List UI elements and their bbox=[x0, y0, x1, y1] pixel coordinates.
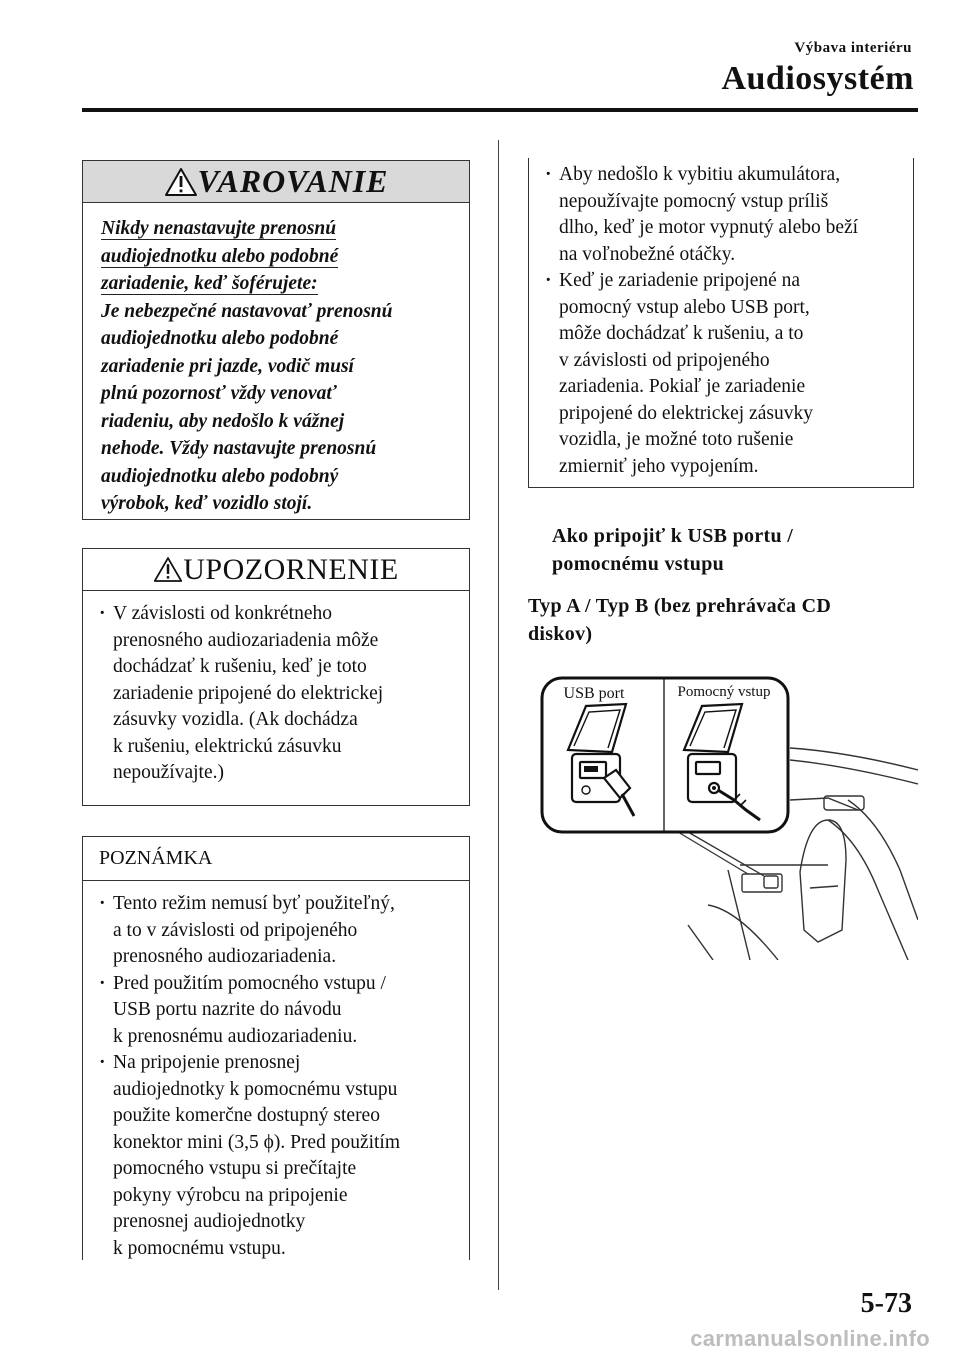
warning-line: zariadenie pri jazde, vodič musí bbox=[101, 355, 354, 377]
note-continued-box bbox=[528, 158, 914, 488]
warning-lead-line: Nikdy nenastavujte prenosnú bbox=[101, 218, 337, 239]
list-item bbox=[545, 268, 901, 480]
note-header bbox=[83, 837, 469, 881]
note-line: · Tento režim nemusí byť použiteľný, bbox=[113, 893, 395, 914]
caution-list bbox=[83, 591, 469, 787]
warning-lead-line: zariadenie, keď šoférujete: bbox=[101, 273, 318, 294]
note-line: použite komerčne dostupný stereo bbox=[113, 1105, 380, 1126]
warning-triangle-icon bbox=[164, 167, 198, 197]
note-line: konektor mini (3,5 ϕ). Pred použitím bbox=[113, 1131, 401, 1153]
caution-box bbox=[82, 548, 470, 806]
note-line: zmierniť jeho vypojením. bbox=[559, 455, 759, 477]
warning-line: nehode. Vždy nastavujte prenosnú bbox=[101, 438, 377, 459]
note-line: USB portu nazrite do návodu bbox=[113, 999, 342, 1020]
caution-line: prenosného audiozariadenia môže bbox=[113, 629, 379, 651]
list-item bbox=[99, 971, 457, 1051]
warning-line: Je nebezpečné nastavovať prenosnú bbox=[101, 300, 393, 322]
note-line: · Keď je zariadenie pripojené na bbox=[559, 270, 801, 291]
section-heading-line: pomocnému vstupu bbox=[552, 553, 725, 575]
caution-line: · V závislosti od konkrétneho bbox=[113, 603, 332, 624]
warning-body bbox=[83, 203, 469, 518]
subheading bbox=[528, 592, 831, 648]
warning-line: audiojednotku alebo podobné bbox=[101, 328, 339, 349]
leader-lines bbox=[678, 832, 764, 876]
page-number: 5-73 bbox=[860, 1288, 912, 1319]
note-line: a to v závislosti od pripojeného bbox=[113, 919, 358, 941]
header-rule bbox=[82, 108, 918, 112]
warning-line: riadeniu, aby nedošlo k vážnej bbox=[101, 410, 345, 432]
note-line: k prenosnému audiozariadeniu. bbox=[113, 1025, 358, 1047]
warning-underlined-text bbox=[101, 215, 451, 298]
aux-input-label: Pomocný vstup bbox=[677, 684, 771, 700]
list-item bbox=[99, 1050, 457, 1262]
note-continued-list bbox=[529, 158, 913, 480]
note-line: pripojené do elektrickej zásuvky bbox=[559, 402, 813, 424]
column-divider bbox=[498, 140, 499, 1290]
note-title: POZNÁMKA bbox=[99, 847, 213, 869]
note-line: prenosnej audiojednotky bbox=[113, 1211, 306, 1232]
caution-header bbox=[83, 549, 469, 591]
section-heading bbox=[552, 522, 793, 578]
note-line: dlho, keď je motor vypnutý alebo beží bbox=[559, 217, 859, 238]
note-line: · Pred použitím pomocného vstupu / bbox=[113, 972, 386, 994]
note-line: pomocného vstupu si prečítajte bbox=[113, 1158, 357, 1179]
section-heading-line: Ako pripojiť k USB portu / bbox=[552, 525, 794, 547]
watermark: carmanualsonline.info bbox=[690, 1326, 930, 1351]
list-item bbox=[545, 162, 901, 268]
caution-line: nepoužívajte.) bbox=[113, 762, 224, 783]
caution-line: zariadenie pripojené do elektrickej bbox=[113, 682, 384, 704]
section-name: Výbava interiéru bbox=[794, 40, 912, 56]
note-line: · Na pripojenie prenosnej bbox=[113, 1052, 301, 1073]
note-line: k pomocnému vstupu. bbox=[113, 1237, 286, 1259]
caution-triangle-icon bbox=[153, 556, 183, 583]
caution-title: UPOZORNENIE bbox=[183, 552, 399, 586]
note-line: audiojednotky k pomocnému vstupu bbox=[113, 1078, 398, 1100]
subheading-line: diskov) bbox=[528, 623, 593, 645]
note-line: vozidla, je možné toto rušenie bbox=[559, 429, 794, 450]
note-line: pokyny výrobcu na pripojenie bbox=[113, 1184, 348, 1206]
note-box bbox=[82, 836, 470, 1260]
subheading-line: Typ A / Typ B (bez prehrávača CD bbox=[528, 595, 832, 617]
note-line: nepoužívajte pomocný vstup príliš bbox=[559, 190, 829, 212]
caution-line: zásuvky vozidla. (Ak dochádza bbox=[113, 709, 358, 730]
page-title: Audiosystém bbox=[721, 60, 914, 97]
warning-title: VAROVANIE bbox=[197, 163, 389, 199]
note-line: zariadenia. Pokiaľ je zariadenie bbox=[559, 376, 806, 397]
usb-aux-figure bbox=[528, 660, 918, 960]
note-line: môže dochádzať k rušeniu, a to bbox=[559, 323, 804, 344]
caution-line: dochádzať k rušeniu, keď je toto bbox=[113, 656, 367, 677]
list-item bbox=[99, 891, 457, 971]
note-line: pomocný vstup alebo USB port, bbox=[559, 296, 810, 318]
note-line: · Aby nedošlo k vybitiu akumulátora, bbox=[559, 164, 841, 185]
note-list bbox=[83, 881, 469, 1262]
warning-line: plnú pozornosť vždy venovať bbox=[101, 383, 337, 404]
note-line: prenosného audiozariadenia. bbox=[113, 946, 337, 967]
note-line: v závislosti od pripojeného bbox=[559, 349, 770, 371]
warning-line: audiojednotku alebo podobný bbox=[101, 465, 339, 487]
usb-port-label: USB port bbox=[563, 685, 625, 702]
warning-header bbox=[83, 161, 469, 203]
warning-lead-line: audiojednotku alebo podobné bbox=[101, 245, 339, 267]
caution-line: k rušeniu, elektrickú zásuvku bbox=[113, 735, 342, 757]
note-line: na voľnobežné otáčky. bbox=[559, 243, 736, 265]
warning-line: výrobok, keď vozidlo stojí. bbox=[101, 493, 313, 514]
list-item bbox=[99, 601, 457, 787]
warning-box bbox=[82, 160, 470, 520]
